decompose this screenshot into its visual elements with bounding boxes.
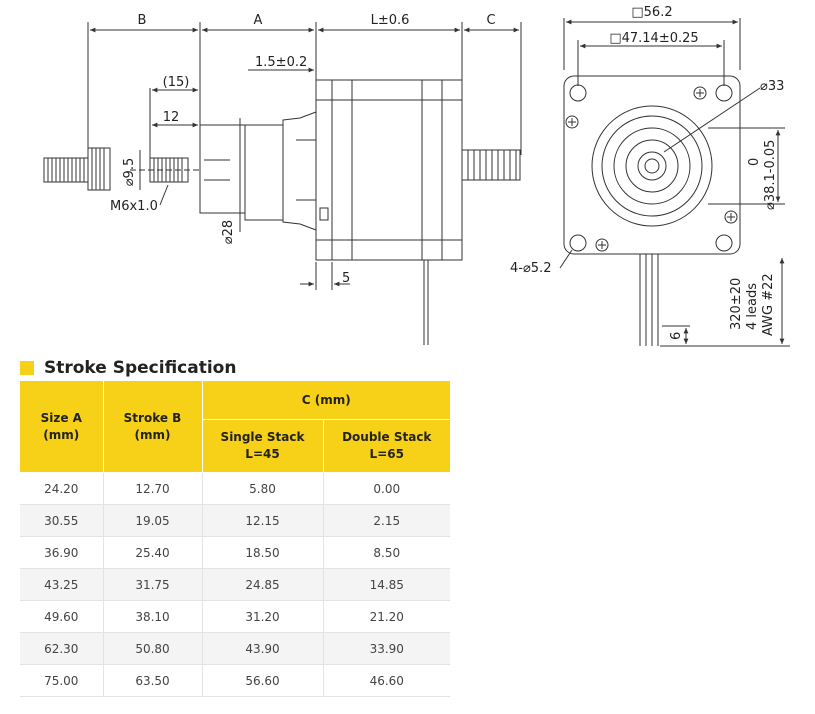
cell-single-stack: 5.80 (202, 473, 323, 505)
table-row (20, 601, 450, 633)
dim-flange-label: 1.5±0.2 (255, 55, 308, 70)
cell-single-stack: 31.20 (202, 601, 323, 633)
cell-size-a: 75.00 (20, 665, 103, 697)
cell-double-stack: 8.50 (323, 537, 450, 569)
dim-c-label: C (486, 13, 496, 28)
section-heading (20, 356, 236, 380)
cell-stroke-b: 12.70 (103, 473, 202, 505)
cell-single-stack: 24.85 (202, 569, 323, 601)
dim-holes-label: 4-⌀5.2 (510, 261, 552, 276)
cell-size-a: 24.20 (20, 473, 103, 505)
header-single-stack: Single Stack L=45 (202, 420, 323, 473)
section-marker (20, 361, 34, 375)
section-title: Stroke Specification (44, 358, 237, 378)
cell-size-a: 49.60 (20, 601, 103, 633)
cell-stroke-b: 25.40 (103, 537, 202, 569)
dim-hole-spacing-label: □47.14±0.25 (609, 31, 699, 46)
dim-six-label: 6 (669, 331, 684, 340)
cell-stroke-b: 38.10 (103, 601, 202, 633)
header-c: C (mm) (202, 381, 450, 420)
cell-double-stack: 2.15 (323, 505, 450, 537)
table-row (20, 569, 450, 601)
cell-stroke-b: 31.75 (103, 569, 202, 601)
lead-count-label: 4 leads (745, 282, 760, 330)
dim-d38-label: ⌀38.1-0.05 (763, 139, 778, 210)
cell-single-stack: 18.50 (202, 537, 323, 569)
dim-l-label: L±0.6 (370, 13, 410, 28)
header-size-a: Size A (mm) (20, 381, 103, 473)
cell-stroke-b: 50.80 (103, 633, 202, 665)
cell-stroke-b: 19.05 (103, 505, 202, 537)
cell-double-stack: 33.90 (323, 633, 450, 665)
technical-drawing (0, 0, 815, 355)
table-row (20, 505, 450, 537)
header-stroke-b: Stroke B (mm) (103, 381, 202, 473)
cell-double-stack: 46.60 (323, 665, 450, 697)
dim-square-label: □56.2 (631, 5, 673, 20)
lead-awg-label: AWG #22 (761, 273, 776, 336)
dim-thread-label: M6x1.0 (110, 199, 158, 214)
cell-single-stack: 43.90 (202, 633, 323, 665)
table-row (20, 537, 450, 569)
dim-d28-label: ⌀28 (221, 219, 236, 245)
table-row (20, 473, 450, 505)
table-row (20, 665, 450, 697)
dim-b-label: B (137, 13, 147, 28)
dim-a-label: A (253, 13, 263, 28)
header-double-stack: Double Stack L=65 (323, 420, 450, 473)
dim-d38-tol-label: 0 (747, 157, 762, 166)
dim-d95-label: ⌀9.5 (122, 157, 137, 187)
cell-size-a: 62.30 (20, 633, 103, 665)
cell-double-stack: 21.20 (323, 601, 450, 633)
dim-d33-label: ⌀33 (760, 79, 785, 94)
cell-size-a: 43.25 (20, 569, 103, 601)
cell-single-stack: 56.60 (202, 665, 323, 697)
cell-size-a: 36.90 (20, 537, 103, 569)
cell-single-stack: 12.15 (202, 505, 323, 537)
cell-double-stack: 14.85 (323, 569, 450, 601)
dim-five-label: 5 (342, 271, 351, 286)
dim-fifteen-label: (15) (162, 75, 190, 90)
cell-stroke-b: 63.50 (103, 665, 202, 697)
dim-twelve-label: 12 (162, 110, 180, 125)
lead-length-label: 320±20 (729, 277, 744, 330)
stroke-spec-table (20, 381, 450, 697)
cell-double-stack: 0.00 (323, 473, 450, 505)
cell-size-a: 30.55 (20, 505, 103, 537)
table-row (20, 633, 450, 665)
